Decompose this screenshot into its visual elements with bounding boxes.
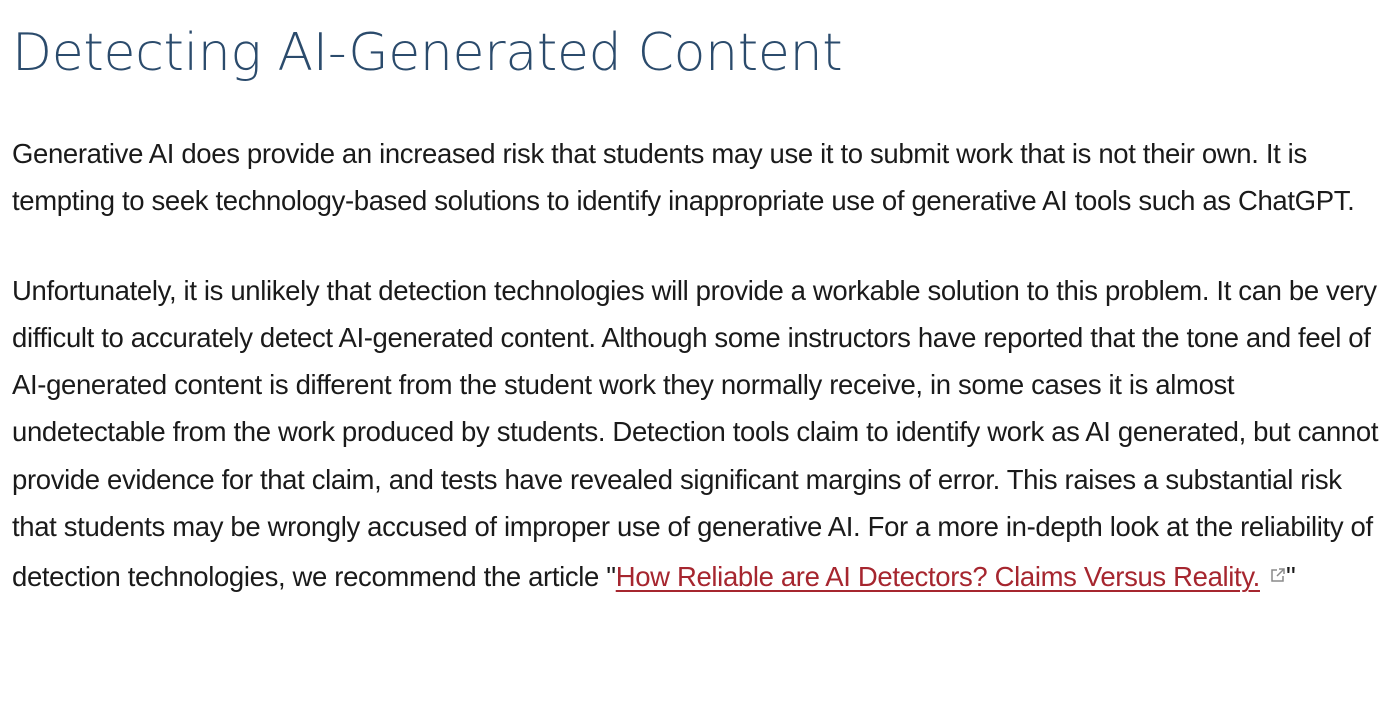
page-title: Detecting AI-Generated Content [12,23,843,83]
article-link[interactable]: How Reliable are AI Detectors? Claims Versus Reality. [615,561,1260,593]
external-link-icon[interactable] [1270,550,1286,566]
intro-paragraph: Generative AI does provide an increased risk that students may use it to submit work that is not their own. It is tempting to seek technology-based solutions to identify inappropriate use of generative AI tools such as ChatGPT. [12,138,1355,217]
detection-paragraph-text: Unfortunately, it is unlikely that detection technologies will provide a workable solution to this problem. It can be very difficult to accurately detect AI-generated content. Although some instructors have reported that the tone and feel of AI-generated content is different from the student work they normally receive, in some cases it is almost undetectable from the work produced by students. Detection tools claim to identify work as AI generated, but cannot provide evidence for that claim, and tests have revealed significant margins of error. This raises a substantial risk that students may be wrongly accused of improper use of generative AI. For a more in-depth look at the reliability of detection technologies, we recommend the article " [12,274,1379,593]
closing-quote: " [1285,561,1296,593]
detection-paragraph [12,267,1392,601]
main-content [12,14,1392,601]
